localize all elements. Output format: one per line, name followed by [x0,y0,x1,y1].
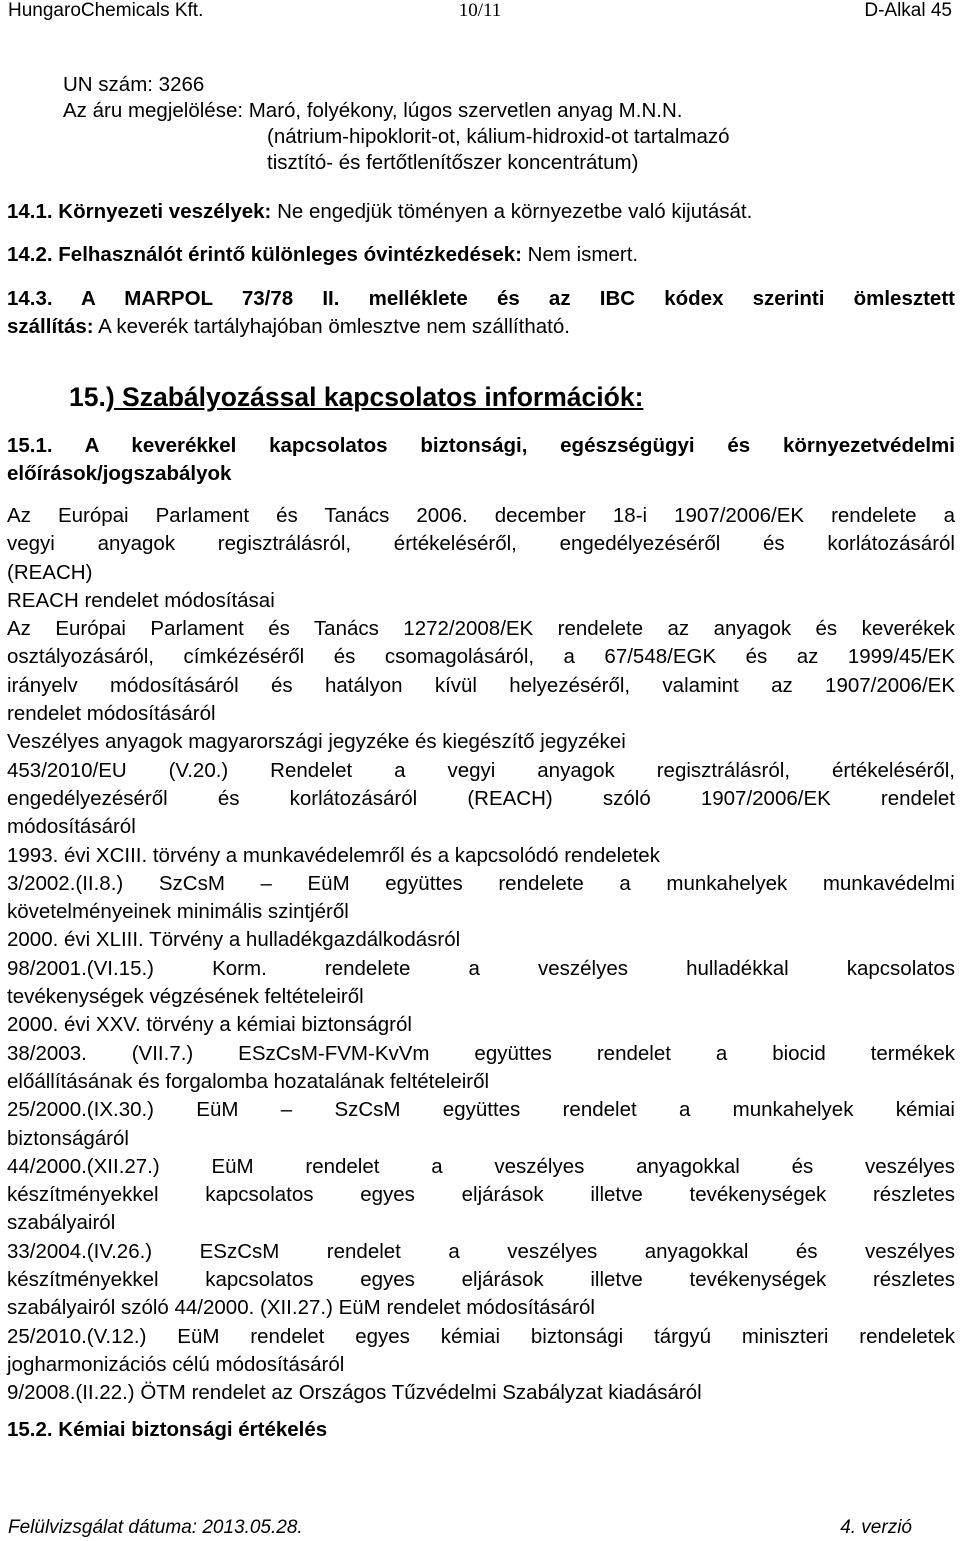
regulation-line: előállításának és forgalomba hozatalának feltételeiről [7,1069,490,1093]
regulation-line: 98/2001.(VI.15.) Korm. rendelete a veszélyes hulladékkal kapcsolatos [7,956,955,980]
regulation-line: 33/2004.(IV.26.) ESzCsM rendelet a veszélyes anyagokkal és veszélyes [7,1239,955,1263]
regulation-line: tevékenységek végzésének feltételeiről [7,985,364,1009]
regulation-line: készítményekkel kapcsolatos egyes eljárások illetve tevékenységek részletes [7,1268,955,1292]
section-14-1-label: 14.1. Környezeti veszélyek: [7,200,272,223]
regulation-line: szabályairól [7,1211,116,1235]
regulation-line: Az Európai Parlament és Tanács 1272/2008/EK rendelete az anyagok és keverékek [7,617,955,641]
section-14-3 [7,285,955,341]
page-header [8,0,952,24]
regulation-line: 2000. évi XXV. törvény a kémiai biztonságról [7,1013,412,1037]
page-number: 10/11 [458,0,502,21]
section-15-1-line1: 15.1. A keverékkel kapcsolatos biztonsági, egészségügyi és környezetvédelmi [7,434,955,457]
regulation-line: REACH rendelet módosításai [7,588,275,612]
regulation-line: osztályozásáról, címkézéséről és csomagolásáról, a 67/548/EGK és az 1999/45/EK [7,645,955,669]
un-designation-line3: tisztító- és fertőtlenítőszer koncentrátum) [267,151,639,174]
un-block [63,72,730,176]
regulation-line: 453/2010/EU (V.20.) Rendelet a vegyi anyagok regisztrálásról, értékeléséről, [7,758,955,782]
regulation-line: Veszélyes anyagok magyarországi jegyzéke és kiegészítő jegyzékei [7,730,626,754]
un-designation-line2: (nátrium-hipoklorit-ot, kálium-hidroxid-ot tartalmazó [267,125,730,148]
regulation-line: Az Európai Parlament és Tanács 2006. december 18-i 1907/2006/EK rendelete a [7,504,955,527]
section-15-1-line2: előírások/jogszabályok [7,462,232,485]
review-date: Felülvizsgálat dátuma: 2013.05.28. [8,1517,303,1538]
section-14-1 [7,200,752,224]
product-name: D-Alkal 45 [864,0,952,21]
regulation-line: 1993. évi XCIII. törvény a munkavédelemről és a kapcsolódó rendeletek [7,843,660,867]
regulation-line: szabályairól szóló 44/2000. (XII.27.) EüM rendelet módosításáról [7,1296,595,1320]
regulation-line: (REACH) [7,560,93,584]
section-14-2-label: 14.2. Felhasználót érintő különleges óvintézkedések: [7,243,522,266]
section-14-1-text: Ne engedjük töményen a környezetbe való kijutását. [271,200,753,223]
regulation-line: 38/2003. (VII.7.) ESzCsM-FVM-KvVm együttes rendelet a biocid termékek [7,1041,955,1065]
regulation-line: 3/2002.(II.8.) SzCsM – EüM együttes rendelete a munkahelyek munkavédelmi [7,871,955,895]
regulation-line: 44/2000.(XII.27.) EüM rendelet a veszélyes anyagokkal és veszélyes [7,1154,955,1178]
regulation-line: 9/2008.(II.22.) ÖTM rendelet az Országos Tűzvédelmi Szabályzat kiadásáról [7,1381,702,1405]
section-14-3-heading: 14.3. A MARPOL 73/78 II. melléklete és az IBC kódex szerinti ömlesztett [7,287,955,310]
regulation-line: irányelv módosításáról és hatályon kívül helyezéséről, valamint az 1907/2006/EK [7,673,955,697]
regulation-line: rendelet módosításáról [7,702,216,726]
section-15-heading [69,382,643,413]
version-label: 4. verzió [840,1517,912,1538]
regulation-line: vegyi anyagok regisztrálásról, értékeléséről, engedélyezéséről és korlátozásáról [7,532,955,556]
page-footer [8,1517,912,1541]
section-15-1-heading [7,432,955,488]
section-15-2-heading: 15.2. Kémiai biztonsági értékelés [7,1418,328,1441]
regulation-list [7,502,955,1408]
section-14-3-text: A keverék tartályhajóban ömlesztve nem szállítható. [93,315,570,338]
section-15-title: ) Szabályozással kapcsolatos információk: [105,382,644,412]
regulation-line: jogharmonizációs célú módosításáról [7,1352,345,1376]
section-14-3-label: szállítás: [7,315,94,338]
regulation-line: biztonságáról [7,1126,129,1150]
regulation-line: készítményekkel kapcsolatos egyes eljárások illetve tevékenységek részletes [7,1183,955,1207]
un-number: UN szám: 3266 [63,73,205,96]
regulation-line: engedélyezéséről és korlátozásáról (REACH) szóló 1907/2006/EK rendelet [7,786,955,810]
section-15-number: 15. [69,382,106,412]
company-name: HungaroChemicals Kft. [8,0,204,21]
section-14-2-text: Nem ismert. [521,243,639,266]
regulation-line: 25/2010.(V.12.) EüM rendelet egyes kémiai biztonsági tárgyú miniszteri rendeletek [7,1324,955,1348]
un-designation: Az áru megjelölése: Maró, folyékony, lúgos szervetlen anyag M.N.N. [63,99,683,122]
regulation-line: módosításáról [7,815,136,839]
regulation-line: 25/2000.(IX.30.) EüM – SzCsM együttes rendelet a munkahelyek kémiai [7,1098,955,1122]
section-14-2 [7,243,638,267]
regulation-line: követelményeinek minimális szintjéről [7,900,349,924]
regulation-line: 2000. évi XLIII. Törvény a hulladékgazdálkodásról [7,928,461,952]
